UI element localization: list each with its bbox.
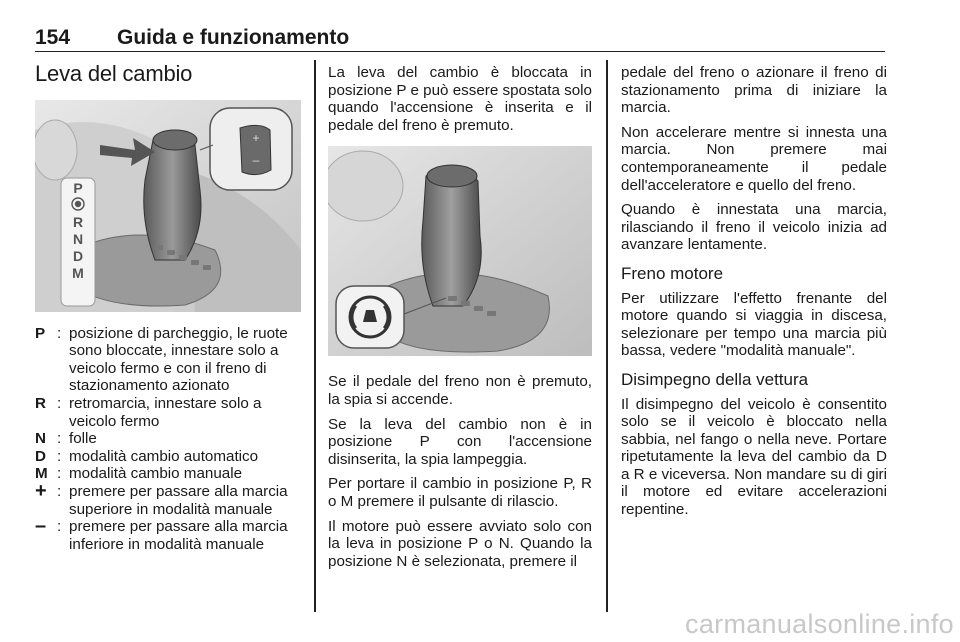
paragraph-engine-brake: Per utilizzare l'effetto frenante del motore quando si viaggia in discesa, selezionare per tempo una marcia più bassa, vedere "modalità manuale". <box>621 289 887 360</box>
gear-legend <box>35 325 301 554</box>
subheading-disimpegno: Disimpegno della vettura <box>621 369 809 389</box>
paragraph-continued: pedale del freno o azionare il freno di stazionamento prima di iniziare la marcia. <box>621 64 887 117</box>
legend-desc: retromarcia, innestare solo a veicolo fermo <box>69 394 262 430</box>
subheading-freno-motore: Freno motore <box>621 263 724 283</box>
brake-warning-illustration <box>328 146 592 356</box>
legend-row-n: N : folle <box>35 430 301 448</box>
column-1 <box>35 62 301 553</box>
legend-row-plus: + : premere per passare alla marcia superiore in modalità manuale <box>35 483 301 518</box>
paragraph-unstuck: Il disimpegno del veicolo è consentito solo se il veicolo è bloccato nella sabbia, nel fango o nella neve. Portare ripetutamente la leva del cambio da D a R e viceversa. Non mandare su di giri il motore ed evitare accelerazioni repentine. <box>621 395 887 519</box>
paragraph-engine-start: Il motore può essere avviato solo con la leva in posizione P o N. Quando la posizione N è selezionata, premere il <box>328 517 592 570</box>
paragraph-brake-light: Se il pedale del freno non è premuto, la spia si accende. <box>328 373 592 408</box>
legend-desc: folle <box>69 430 97 448</box>
legend-desc: premere per passare alla marcia superiore in modalità manuale <box>69 482 288 518</box>
column-divider-1 <box>314 60 316 612</box>
legend-desc: premere per passare alla marcia inferiore in modalità manuale <box>69 518 288 553</box>
figure-label-m: M <box>72 264 84 281</box>
legend-row-m: M : modalità cambio manuale <box>35 465 301 483</box>
figure-label-d: D <box>72 247 84 264</box>
gear-lever-illustration <box>35 100 301 312</box>
gear-lever-brake-drawing <box>328 146 592 356</box>
column-3 <box>621 64 887 526</box>
column-2 <box>328 64 592 577</box>
figure-label-r: R <box>72 213 84 230</box>
plus-icon: + <box>35 479 47 502</box>
legend-row-d: D : modalità cambio automatico <box>35 448 301 466</box>
figure-label-p: P <box>73 179 83 196</box>
paragraph-release: Per portare il cambio in posizione P, R o M premere il pulsante di rilascio. <box>328 475 592 510</box>
legend-row-p: P : posizione di parcheggio, le ruote sono bloccate, innestare solo a veicolo fermo e con il freno di stazionamento azionato <box>35 325 301 395</box>
svg-text:+: + <box>252 130 260 145</box>
legend-key: D <box>35 447 46 465</box>
legend-key: M <box>35 465 48 483</box>
minus-icon: – <box>35 515 47 538</box>
chapter-title: Guida e funzionamento <box>117 26 350 49</box>
svg-text:–: – <box>252 152 260 167</box>
page-header <box>35 12 885 52</box>
paragraph-ignition: Se la leva del cambio non è in posizione P con l'accensione disinserita, la spia lampeggia. <box>328 415 592 468</box>
legend-row-minus: – : premere per passare alla marcia inferiore in modalità manuale <box>35 518 301 553</box>
paragraph-no-accelerate: Non accelerare mentre si innesta una marcia. Non premere mai contemporaneamente il pedale dell'acceleratore e quello del freno. <box>621 123 887 194</box>
legend-key: P <box>35 324 46 342</box>
legend-desc: posizione di parcheggio, le ruote sono bloccate, innestare solo a veicolo fermo e con il freno di stazionamento azionato <box>69 324 288 395</box>
legend-desc: modalità cambio manuale <box>69 465 243 483</box>
legend-desc: modalità cambio automatico <box>69 447 259 465</box>
paragraph-creep: Quando è innestata una marcia, rilasciando il freno il veicolo inizia ad avanzare lentamente. <box>621 201 887 254</box>
brake-foot-icon <box>61 197 95 214</box>
page-number: 154 <box>35 26 71 49</box>
legend-key: R <box>35 394 46 412</box>
section-title-leva: Leva del cambio <box>35 61 193 86</box>
legend-row-r: R : retromarcia, innestare solo a veicolo fermo <box>35 395 301 430</box>
legend-key: N <box>35 430 46 448</box>
figure-label-n: N <box>72 230 84 247</box>
column-divider-2 <box>606 60 608 612</box>
watermark: carmanualsonline.info <box>685 609 954 639</box>
paragraph-lock: La leva del cambio è bloccata in posizione P e può essere spostata solo quando l'accensione è inserita e il pedale del freno è premuto. <box>328 64 592 134</box>
